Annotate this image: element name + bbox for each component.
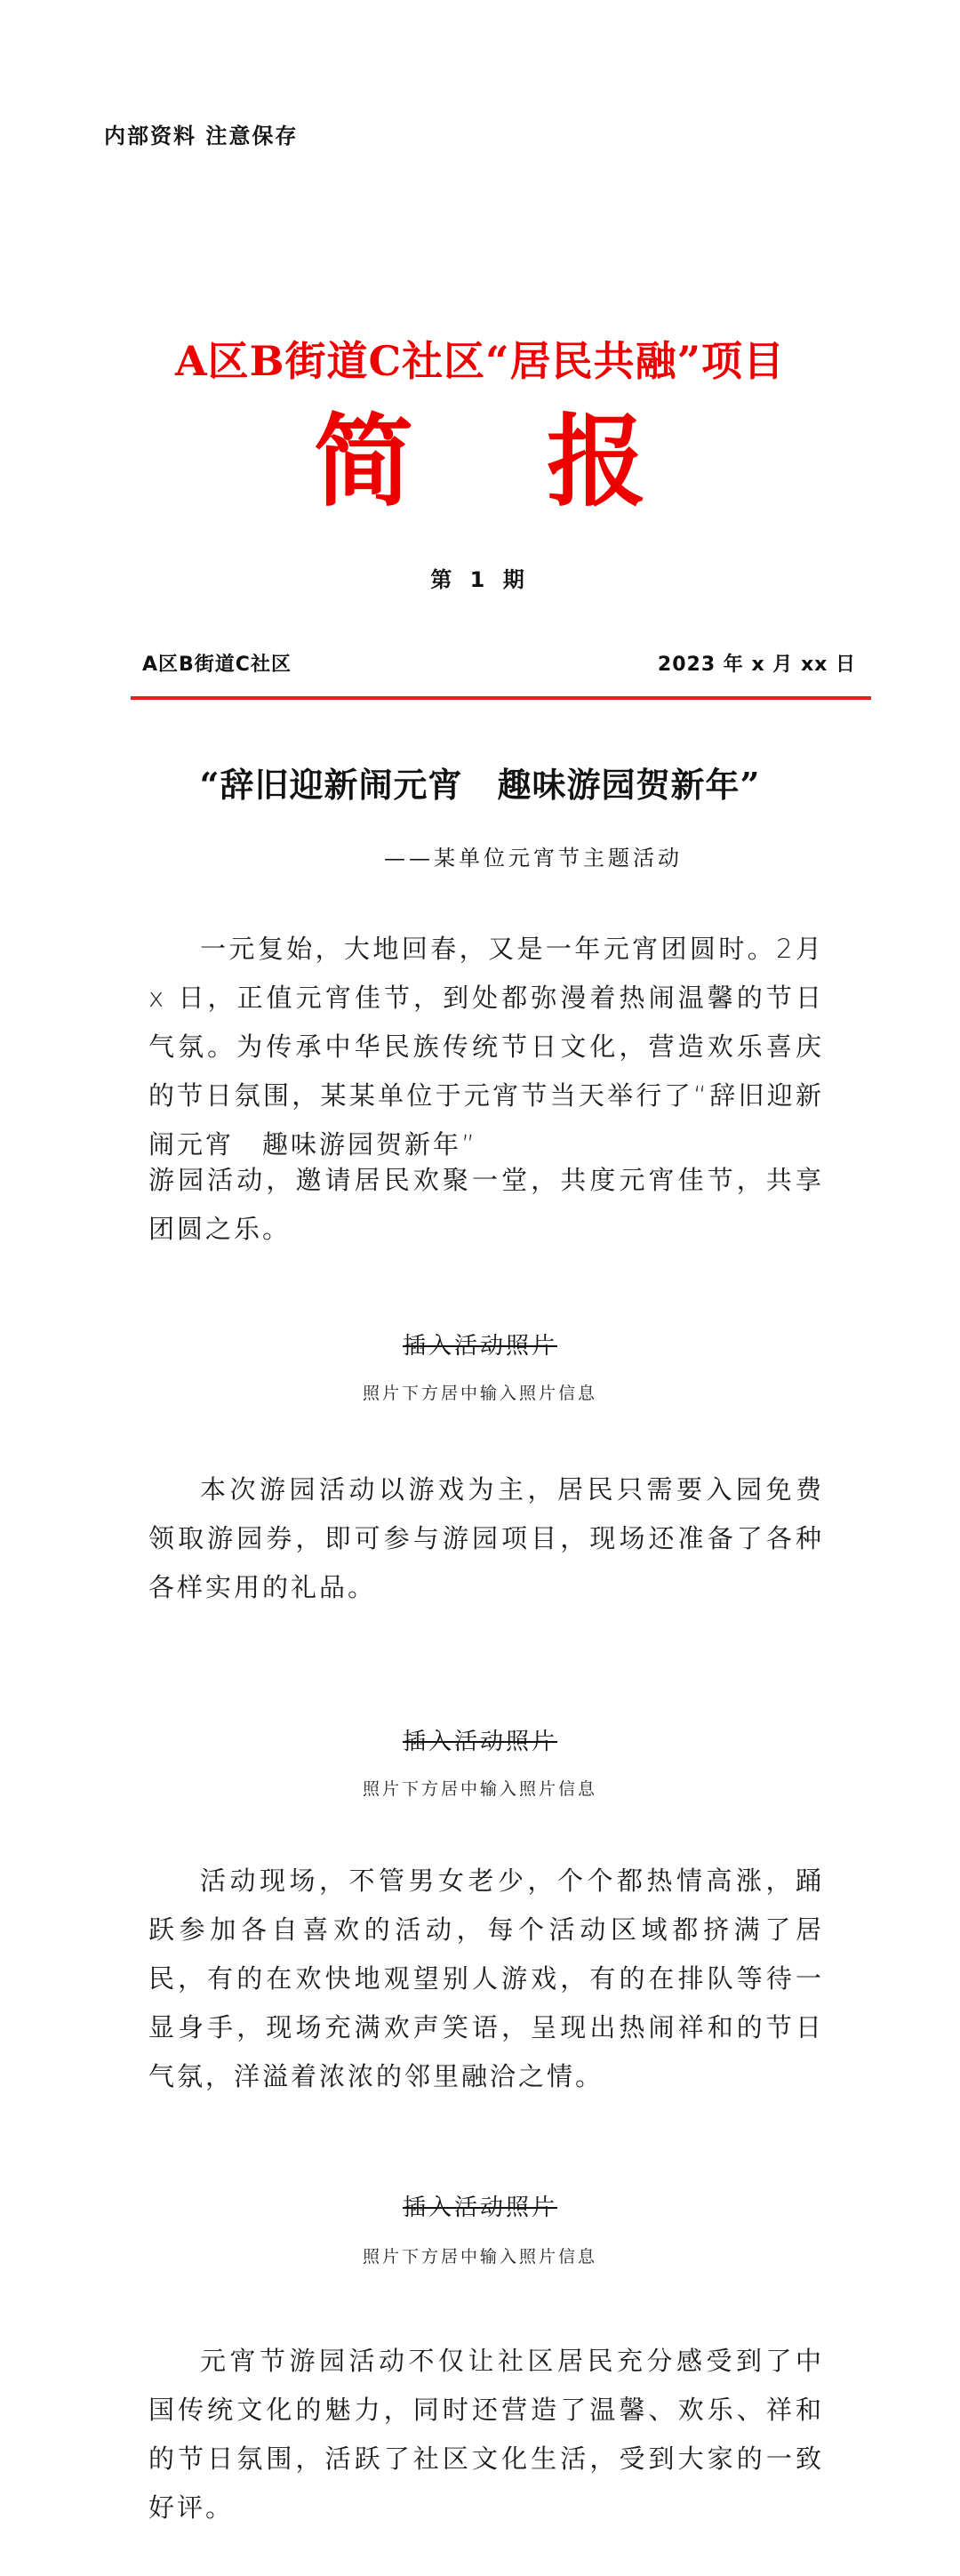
- paragraph-scene: 活动现场，不管男女老少，个个都热情高涨，踊跃参加各自喜欢的活动，每个活动区域都挤满了居民，有的在欢快地观望别人游戏，有的在排队等待一显身手，现场充满欢声笑语，呈现出热闹祥和的节日气氛，洋溢着浓浓的邻里融洽之情。: [148, 1866, 824, 2091]
- paragraph-intro-continued: 游园活动，邀请居民欢聚一堂，共度元宵佳节，共享团圆之乐。: [148, 1165, 824, 1244]
- paragraph-conclusion: 元宵节游园活动不仅让社区居民充分感受到了中国传统文化的魅力，同时还营造了温馨、欢乐、祥和的节日氛围，活跃了社区文化生活，受到大家的一致好评。: [148, 2346, 824, 2523]
- paragraph-activity: 本次游园活动以游戏为主，居民只需要入园免费领取游园券，即可参与游园项目，现场还准备了各种各样实用的礼品。: [148, 1474, 824, 1602]
- photo-placeholder-3[interactable]: 插入活动照片: [402, 2195, 557, 2221]
- publish-date: 2023 年 x 月 xx 日: [657, 654, 856, 676]
- brief-title: [0, 405, 960, 520]
- issue-number: 第 1 期: [430, 567, 530, 592]
- article-subtitle: ——某单位元宵节主题活动: [384, 846, 683, 871]
- organization-name: A区B街道C社区: [142, 654, 292, 676]
- photo-placeholder-2[interactable]: 插入活动照片: [402, 1729, 557, 1755]
- photo-caption-1: 照片下方居中输入照片信息: [362, 1384, 597, 1403]
- brief-title-char-2: 报: [547, 405, 646, 520]
- paragraph-intro: 一元复始，大地回春，又是一年元宵团圆时。2月 x 日，正值元宵佳节，到处都弥漫着热闹温馨的节日气氛。为传承中华民族传统节日文化，营造欢乐喜庆的节日氛围，某某单位于元宵节当天举行了“辞旧迎新闹元宵 趣味游园贺新年”: [148, 934, 824, 1160]
- article-title: “辞旧迎新闹元宵 趣味游园贺新年”: [199, 765, 761, 805]
- brief-title-char-1: 简: [314, 405, 413, 520]
- photo-caption-2: 照片下方居中输入照片信息: [362, 1779, 597, 1799]
- photo-caption-3: 照片下方居中输入照片信息: [362, 2247, 597, 2267]
- red-divider: [131, 696, 871, 700]
- project-title: A区B街道C社区“居民共融”项目: [174, 337, 786, 385]
- confidential-notice: 内部资料 注意保存: [104, 124, 299, 148]
- photo-placeholder-1[interactable]: 插入活动照片: [402, 1333, 557, 1360]
